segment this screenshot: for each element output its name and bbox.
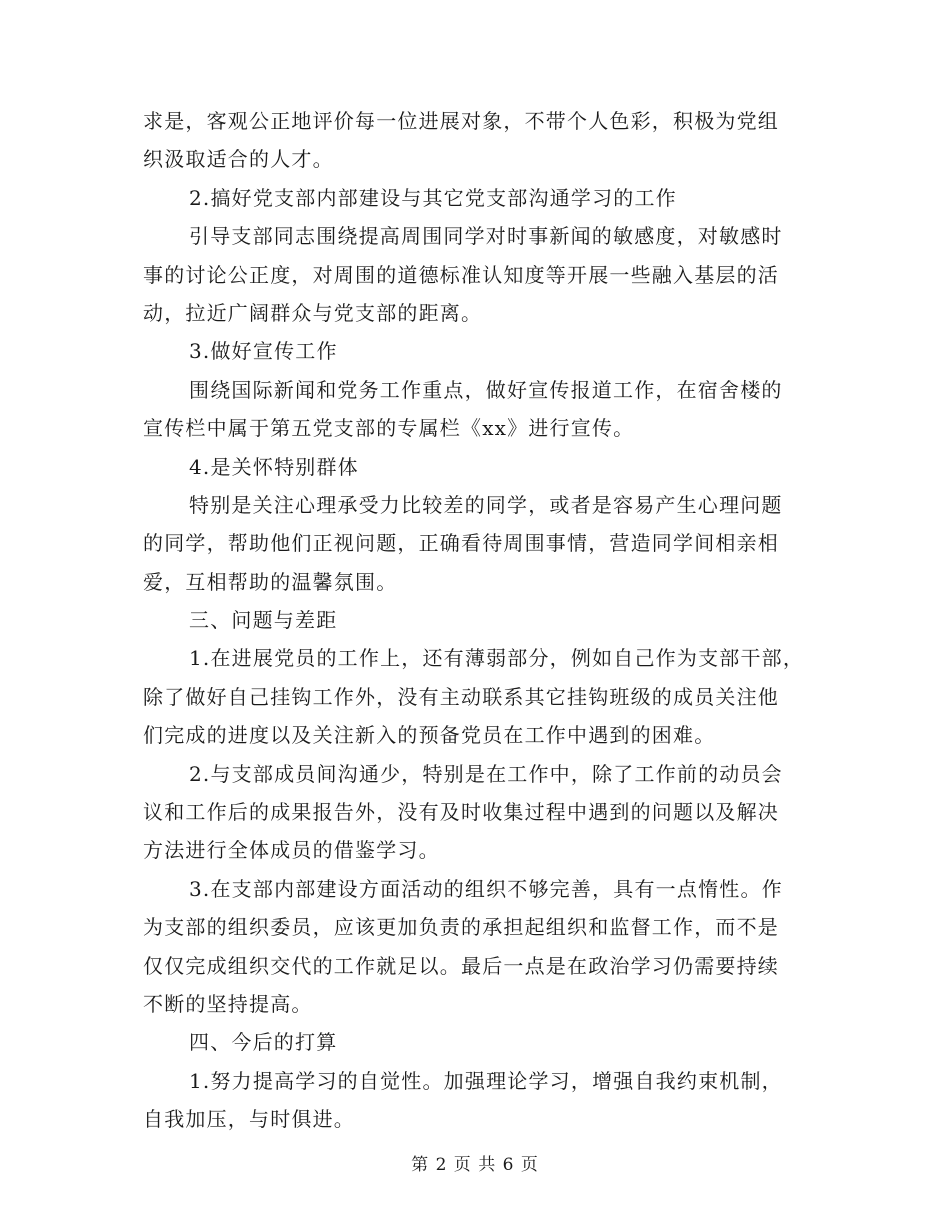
page-footer: 第 2 页 共 6 页 <box>411 1155 539 1175</box>
text-line: 爱，互相帮助的温馨氛围。 <box>143 569 398 594</box>
text-line: 三、问题与差距 <box>189 608 338 633</box>
text-line: 3.在支部内部建设方面活动的组织不够完善，具有一点惰性。作 <box>189 876 783 901</box>
text-line: 特别是关注心理承受力比较差的同学，或者是容易产生心理问题 <box>189 492 783 517</box>
text-line: 引导支部同志围绕提高周围同学对时事新闻的敏感度，对敏感时 <box>189 224 783 249</box>
text-line: 四、今后的打算 <box>189 1030 338 1055</box>
text-line: 2.搞好党支部内部建设与其它党支部沟通学习的工作 <box>189 185 677 210</box>
text-line: 除了做好自己挂钩工作外，没有主动联系其它挂钩班级的成员关注他 <box>143 684 779 709</box>
text-line: 求是，客观公正地评价每一位进展对象，不带个人色彩，积极为党组 <box>143 109 779 133</box>
text-line: 不断的坚持提高。 <box>143 991 313 1016</box>
text-line: 3.做好宣传工作 <box>189 339 338 364</box>
text-line: 宣传栏中属于第五党支部的专属栏《xx》进行宣传。 <box>143 416 635 441</box>
text-line: 自我加压，与时俱进。 <box>143 1107 355 1132</box>
text-line: 方法进行全体成员的借鉴学习。 <box>143 838 440 863</box>
text-line: 1.努力提高学习的自觉性。加强理论学习，增强自我约束机制， <box>189 1068 783 1093</box>
text-line: 议和工作后的成果报告外，没有及时收集过程中遇到的问题以及解决 <box>143 800 779 825</box>
text-line: 4.是关怀特别群体 <box>189 454 359 479</box>
text-line: 事的讨论公正度，对周围的道德标准认知度等开展一些融入基层的活 <box>143 262 779 287</box>
text-line: 仅仅完成组织交代的工作就足以。最后一点是在政治学习仍需要持续 <box>143 953 779 978</box>
text-line: 2.与支部成员间沟通少，特别是在工作中，除了工作前的动员会 <box>189 761 783 786</box>
document-body <box>143 102 809 1139</box>
text-line: 围绕国际新闻和党务工作重点，做好宣传报道工作，在宿舍楼的 <box>189 377 783 402</box>
text-line: 的同学，帮助他们正视问题，正确看待周围事情，营造同学间相亲相 <box>143 531 779 556</box>
text-line: 为支部的组织委员，应该更加负责的承担起组织和监督工作，而不是 <box>143 915 779 940</box>
text-line: 织汲取适合的人才。 <box>143 147 334 172</box>
text-line: 们完成的进度以及关注新入的预备党员在工作中遇到的困难。 <box>143 723 716 748</box>
text-line: 1.在进展党员的工作上，还有薄弱部分，例如自己作为支部干部， <box>189 646 805 671</box>
text-line: 动，拉近广阔群众与党支部的距离。 <box>143 300 483 325</box>
